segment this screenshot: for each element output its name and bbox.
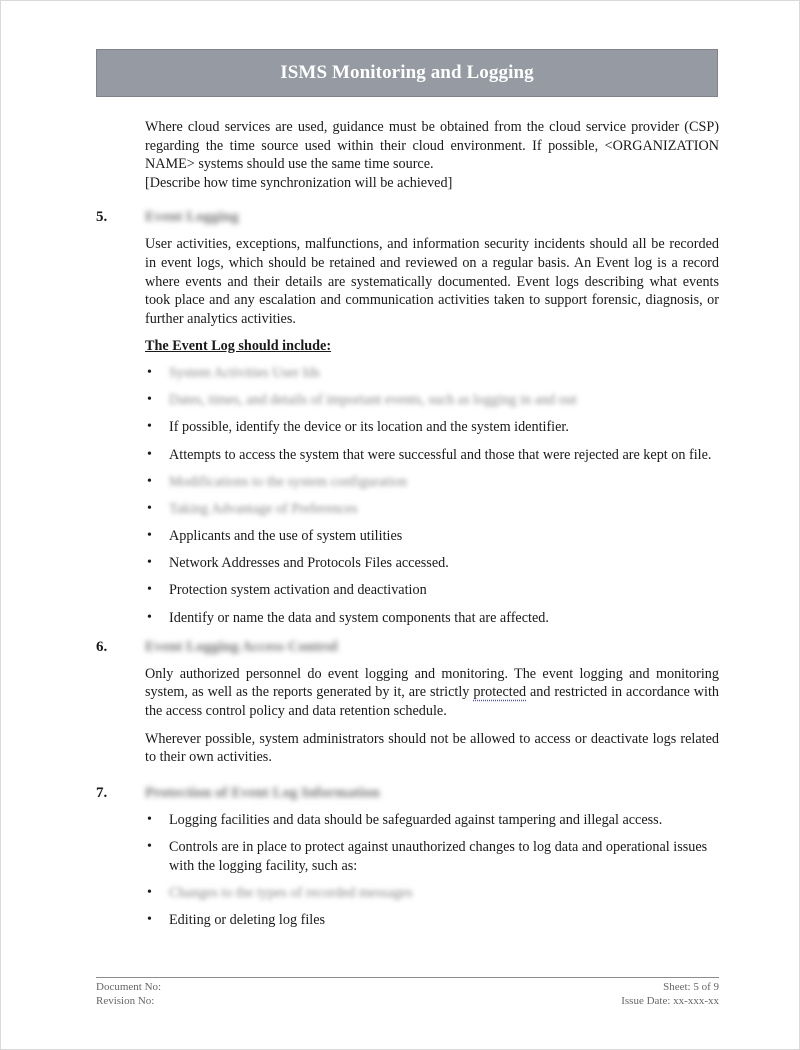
list-item: • Editing or deleting log files xyxy=(145,911,719,930)
list-item: • Attempts to access the system that were successful and those that were rejected are kept on file. xyxy=(145,446,719,465)
list-item: • Dates, times, and details of important events, such as logging in and out xyxy=(145,391,719,410)
page-footer xyxy=(96,977,719,1008)
section-paragraph: User activities, exceptions, malfunctions, and information security incidents should all be recorded in event logs, which should be retained and reviewed on a regular basis. An Event log is a record where events and their details are systematically documented. Event logs describing what events took place and any escalation and communication activities taken to support forensic, diagnosis, or further analytics activities. xyxy=(145,236,719,327)
list-item: • Modifications to the system configuration xyxy=(145,473,719,492)
list-item: • Protection system activation and deactivation xyxy=(145,581,719,600)
section-title: Protection of Event Log Information xyxy=(145,785,380,802)
issue-date: Issue Date: xx-xxx-xx xyxy=(621,995,719,1007)
list-item: • Network Addresses and Protocols Files accessed. xyxy=(145,554,719,573)
page-title: ISMS Monitoring and Logging xyxy=(280,62,534,83)
sheet-number: Sheet: 5 of 9 xyxy=(663,981,719,993)
section-7-body xyxy=(145,811,719,930)
section-5-heading xyxy=(96,206,719,228)
section-title: Event Logging Access Control xyxy=(145,638,338,655)
list-item: • System Activities User Ids xyxy=(145,364,719,383)
document-number-label: Document No: xyxy=(96,981,162,993)
list-item: • Controls are in place to protect against unauthorized changes to log data and operational issues with the logging facility, such as: xyxy=(145,838,719,875)
list-item: • If possible, identify the device or its location and the system identifier. xyxy=(145,418,719,437)
title-banner xyxy=(96,49,718,97)
section-paragraph: Only authorized personnel do event logging and monitoring. The event logging and monitoring system, as well as the reports generated by it, are strictly protected and restricted in accordance with the access control policy and data retention schedule. xyxy=(145,665,719,719)
intro-block xyxy=(145,118,719,192)
section-paragraph: Wherever possible, system administrators should not be allowed to access or deactivate logs related to their own activities. xyxy=(145,730,719,766)
section-number: 7. xyxy=(96,785,108,802)
list-item: • Taking Advantage of Preferences xyxy=(145,500,719,519)
spellcheck-flagged-word[interactable]: protected xyxy=(473,684,527,701)
section-title: Event Logging xyxy=(145,209,239,226)
list-item: • Applicants and the use of system utilities xyxy=(145,527,719,546)
document-body xyxy=(96,118,719,938)
list-heading: The Event Log should include: xyxy=(145,338,332,355)
section-5-body xyxy=(145,235,719,627)
event-log-list xyxy=(145,364,719,627)
section-number: 6. xyxy=(96,638,108,655)
list-item: • Logging facilities and data should be safeguarded against tampering and illegal access. xyxy=(145,811,719,830)
list-item: • Identify or name the data and system components that are affected. xyxy=(145,609,719,628)
list-item: • Changes to the types of recorded messages xyxy=(145,884,719,903)
protection-list xyxy=(145,811,719,930)
intro-instruction: [Describe how time synchronization will be achieved] xyxy=(145,174,453,191)
intro-paragraph: Where cloud services are used, guidance must be obtained from the cloud service provider (CSP) regarding the time source used within their cloud environment. If possible, <ORGANIZATION NAME> systems should use the same time source. xyxy=(145,119,719,173)
section-6-body xyxy=(145,665,719,767)
section-6-heading xyxy=(96,636,719,658)
section-number: 5. xyxy=(96,209,108,226)
revision-number-label: Revision No: xyxy=(96,995,155,1007)
section-7-heading xyxy=(96,783,719,805)
